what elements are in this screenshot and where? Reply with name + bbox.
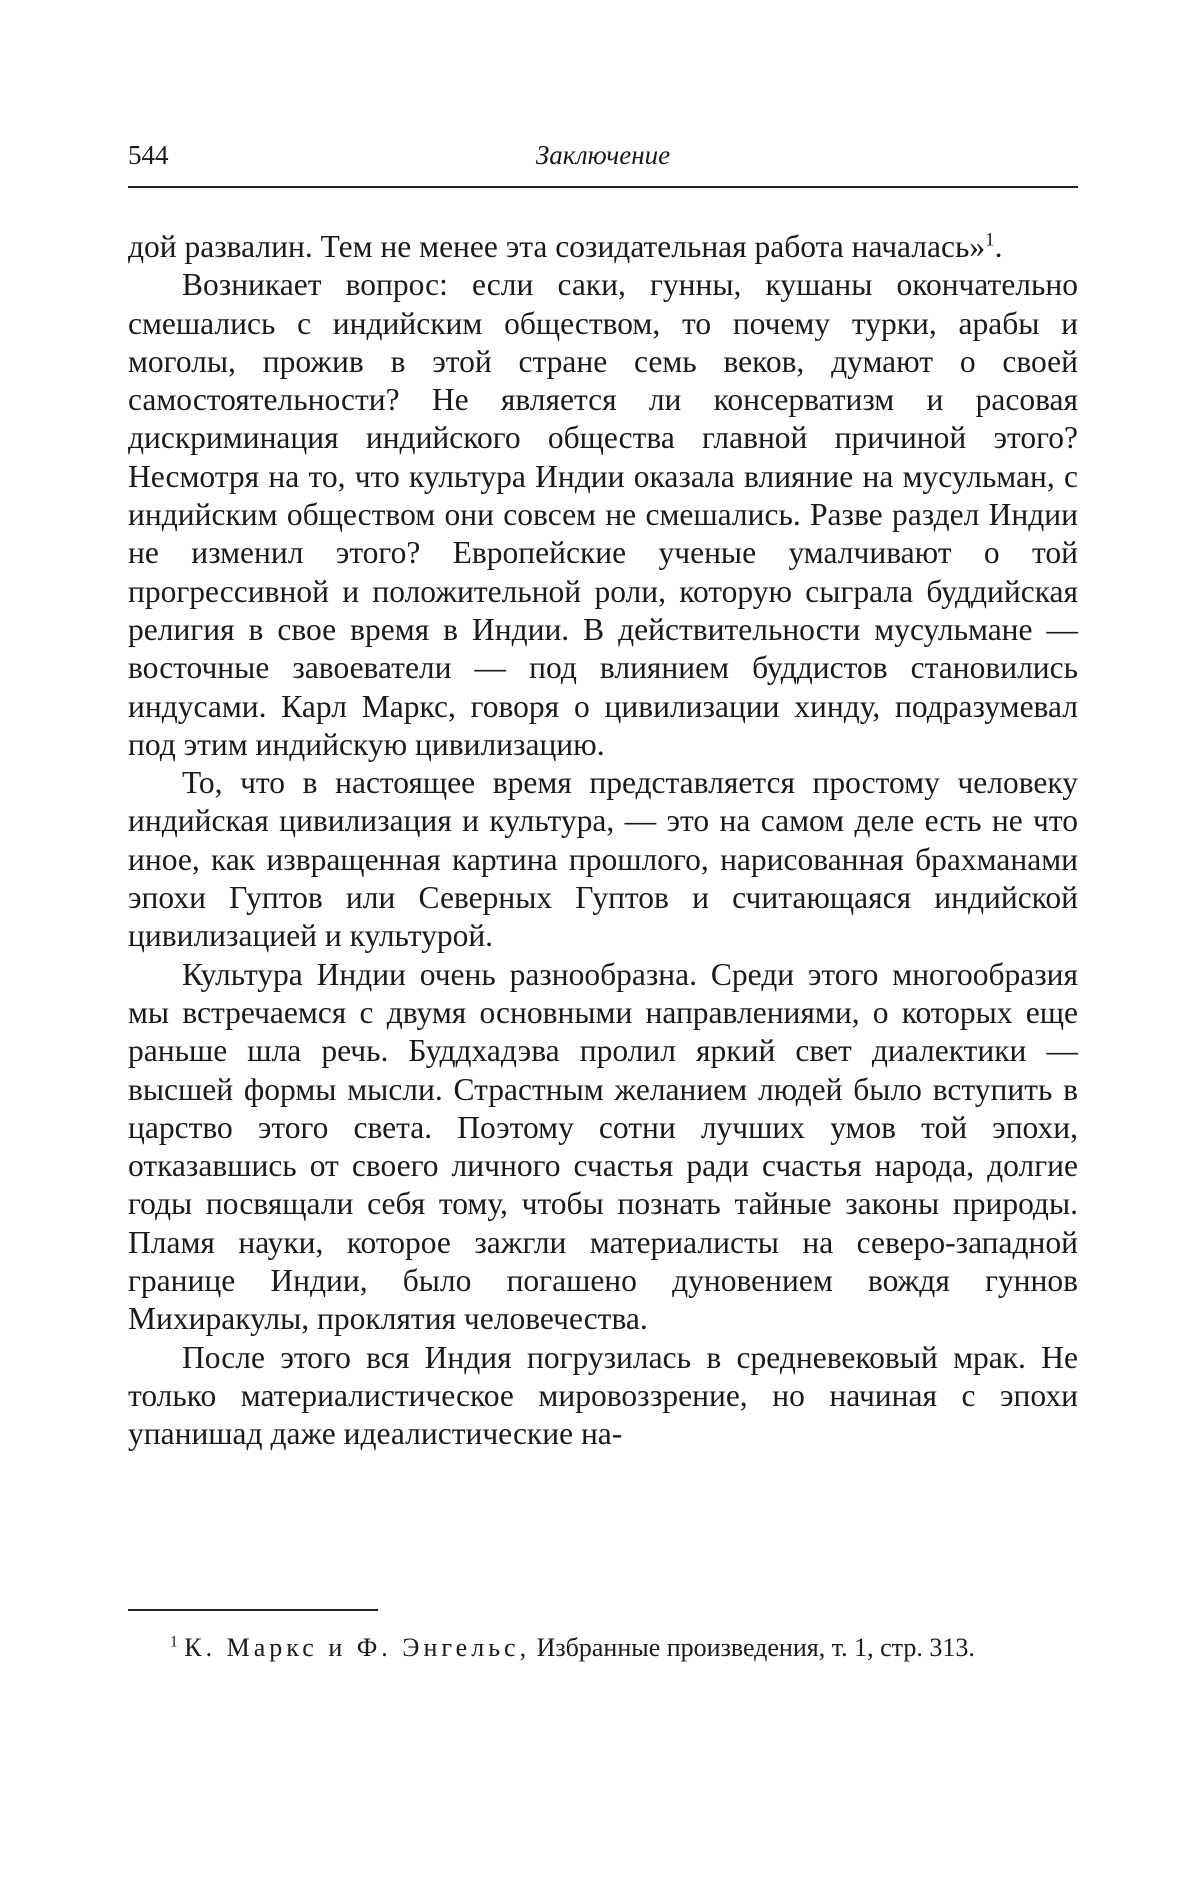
page-header [128, 140, 1078, 176]
header-rule [128, 186, 1078, 188]
paragraph-3: То, что в настоящее время представляется простому человеку индийская цивилизация и культура, — это на самом деле есть не что иное, как извращенная картина прошлого, нарисованная брахманами эпохи Гуптов или Северных Гуптов и считающаяся индийской цивилизацией и культурой. [128, 765, 1078, 954]
paragraph-2: Возникает вопрос: если саки, гунны, кушаны окончательно смешались с индийским обществом, то почему турки, арабы и моголы, прожив в этой стране семь веков, думают о своей самостоятельности? Не является ли консерватизм и расовая дискриминация индийского общества главной причиной этого? Несмотря на то, что культура Индии оказала влияние на мусульман, с индийским обществом они совсем не смешались. Разве раздел Индии не изменил этого? Европейские ученые умалчивают о той прогрессивной и положительной роли, которую сыграла буддийская религия в свое время в Индии. В действительности мусульмане — восточные завоеватели — под влиянием буддистов становились индусами. Карл Маркс, говоря о цивилизации хинду, подразумевал под этим индийскую цивилизацию. [128, 267, 1078, 762]
footnote-text: Избранные произведения, т. 1, стр. 313. [536, 1633, 975, 1662]
footnote-rule [128, 1609, 378, 1611]
footnote-marker: 1 [170, 1633, 178, 1651]
paragraph-1-end: . [994, 229, 1003, 264]
paragraph-5: После этого вся Индия погрузилась в средневековый мрак. Не только материалистическое мировоззрение, но начиная с эпохи упанишад даже идеалистические на- [128, 1339, 1078, 1452]
body-text [128, 228, 1078, 1454]
footnote [128, 1630, 1078, 1666]
footnote-reference: 1 [985, 229, 995, 251]
paragraph-4: Культура Индии очень разнообразна. Среди этого многообразия мы встречаемся с двумя основными направлениями, о которых еще раньше шла речь. Буддхадэва пролил яркий свет диалектики — высшей формы мысли. Страстным желанием людей было вступить в царство этого света. Поэтому сотни лучших умов той эпохи, отказавшись от своего личного счастья ради счастья народа, долгие годы посвящали себя тому, чтобы познать тайные законы природы. Пламя науки, которое зажгли материалисты на северо-западной границе Индии, было погашено дуновением вождя гуннов Михиракулы, проклятия человечества. [128, 956, 1078, 1337]
paragraph-1 [128, 228, 1078, 266]
paragraph-1-text: дой развалин. Тем не менее эта созидательная работа началась» [128, 229, 986, 264]
page-number: 544 [128, 140, 169, 170]
running-title: Заключение [535, 140, 671, 170]
footnote-authors: К. Маркс и Ф. Энгельс, [184, 1633, 531, 1662]
